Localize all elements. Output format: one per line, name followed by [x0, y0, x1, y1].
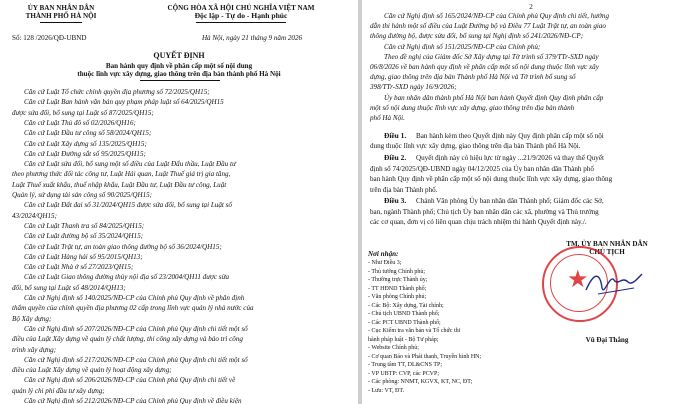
recipient-item: - Như Điều 3;	[368, 260, 402, 266]
recipient-item: - Các phòng: NNMT, KGVX, KT, NC, ĐT;	[368, 379, 473, 385]
nation-underline	[196, 22, 286, 23]
legal-basis-line: Căn cứ Luật Trật tự, an toàn giao thông đường bộ số 36/2024/QH15;	[24, 242, 222, 251]
recipient-item: - Trung tâm TT, DL&CNS TP;	[368, 362, 443, 368]
article-text: ban hành Quy định về phân cấp một số nội dung thuộc lĩnh vực xây dựng, giao thông	[370, 175, 613, 184]
document-page-2	[362, 0, 700, 404]
recipient-item: - TT HĐND Thành phố;	[368, 285, 427, 292]
article-text: định số 74/2025/QĐ-UBND ngày 04/12/2025 của Ủy ban nhân dân Thành phố	[370, 164, 594, 173]
signer-name: Vũ Đại Thắng	[585, 336, 629, 344]
org-name-line1: ỦY BAN NHÂN DÂN	[27, 4, 95, 12]
legal-basis-line: Bộ Xây dựng;	[12, 314, 52, 323]
legal-basis-line: Căn cứ Nghị định số 217/2026/NĐ-CP của Chính phủ Quy định chi tiết một số	[24, 355, 248, 364]
recipient-item: - Lưu: VT, ĐT.	[368, 387, 405, 394]
recipient-item: - VP UBTP: CVP, các PCVP;	[368, 370, 440, 377]
legal-basis-line: điều của Luật Xây dựng về quản lý chất lượng, thi công xây dựng và bảo trì công	[12, 335, 243, 344]
legal-basis-line: Căn cứ Luật Tổ chức chính quyền địa phương số 72/2025/QH15;	[24, 88, 210, 96]
doc-title-line1: Ban hành quy định về phân cấp một số nội dung	[105, 62, 253, 70]
recipients-title: Nơi nhận:	[368, 250, 399, 258]
article-text: trên địa bàn Thành phố.	[370, 185, 438, 194]
legal-basis-line: quản lý chi phí đầu tư xây dựng;	[12, 386, 105, 395]
article-text: các cơ quan, đơn vị có liên quan chịu trách nhiệm thi hành Quyết định này./.	[370, 218, 587, 227]
legal-basis-line: dựng, giao thông trên địa bàn Thành phố Hà Nội và Tờ trình bổ sung số	[370, 73, 576, 82]
legal-basis-line: một số nội dung thuộc lĩnh vực xây dựng, giao thông trên địa bàn thành	[370, 103, 575, 112]
article-label: Điều 1.	[384, 131, 407, 140]
legal-basis-line: Căn cứ Luật đường bộ số 35/2024/QH15;	[24, 232, 144, 241]
legal-basis-line: Căn cứ Nghị định số 151/2025/NĐ-CP của Chính phủ;	[384, 42, 541, 51]
legal-basis-line: 43/2024/QH15;	[12, 211, 57, 220]
recipient-item: - Cục Kiểm tra văn bản và Tổ chức thi	[368, 328, 461, 334]
article-text: Ban hành kèm theo Quyết định này Quy định phân cấp một số nội	[416, 132, 604, 140]
legal-basis-line: Căn cứ Luật Đường sắt số 95/2025/QH15;	[24, 149, 146, 158]
legal-basis-line: Căn cứ Luật Thanh tra số 84/2025/QH15;	[24, 221, 145, 230]
recipient-item: - Website Chính phủ;	[368, 345, 419, 351]
legal-basis-line: dẫn thi hành một số điều của Luật Đường bộ và Điều 77 Luật Trật tự, an toàn giao	[370, 22, 606, 31]
article-text: dung thuộc lĩnh vực xây dựng, giao thông trên địa bàn Thành phố Hà Nội.	[370, 142, 581, 151]
recipient-item: - Các PCT UBND Thành phố;	[368, 319, 441, 326]
legal-basis-line: Căn cứ Nghị định số 212/2026/NĐ-CP của Chính phủ Quy định về điều kiện	[24, 397, 242, 404]
title-underline	[140, 80, 220, 81]
legal-basis-line: Căn cứ Luật Giao thông đường thủy nội địa số 23/2004/QH11 được sửa	[24, 273, 229, 282]
legal-basis-line: điều của Luật Xây dựng về quản lý hoạt động xây dựng;	[12, 366, 172, 375]
recipient-item: - Cơ quan Báo và Phát thanh, Truyền hình HN;	[368, 353, 482, 360]
legal-basis-line: Căn cứ Luật Nhà ở số 27/2023/QH15;	[24, 263, 134, 272]
article-text: ban, ngành Thành phố; Chủ tịch Ủy ban nhân dân các xã, phường và Thủ trưởng	[370, 207, 599, 216]
handwritten-signature	[584, 268, 644, 298]
doc-number: Số: 128 /2026/QĐ-UBND	[12, 34, 87, 42]
legal-basis-line: Căn cứ Nghị định số 206/2026/NĐ-CP của Chính phủ Quy định chi tiết về	[24, 376, 236, 385]
seal-star-icon: ★	[567, 267, 589, 293]
legal-basis-line: thông đường bộ, được sửa đổi, bổ sung tại Nghị định số 241/2026/NĐ-CP;	[370, 32, 584, 41]
recipient-item: hành pháp luật - Bộ Tư pháp;	[368, 336, 439, 343]
recipient-item: - Chủ tịch UBND Thành phố;	[368, 311, 440, 317]
doc-type: QUYẾT ĐỊNH	[153, 51, 205, 60]
legal-basis-line: Căn cứ Luật Ban hành văn bản quy phạm pháp luật số 64/2025/QH15	[24, 98, 224, 107]
article-label: Điều 2.	[384, 153, 407, 163]
recipient-item: - Các Bộ: Xây dựng, Tài chính;	[368, 302, 444, 309]
page-number: 2	[529, 3, 533, 11]
legal-basis-line: Quản lý, sử dụng tài sản công số 90/2025/QH15;	[12, 191, 153, 199]
org-underline	[40, 22, 82, 23]
legal-basis-line: đổi, bổ sung tại Luật số 48/2014/QH13;	[12, 283, 126, 292]
legal-basis-line: Căn cứ Nghị định số 165/2024/NĐ-CP của Chính phủ Quy định chi tiết, hướng	[384, 12, 609, 20]
legal-basis-line: Luật Thuế xuất khẩu, thuế nhập khẩu, Luật Đầu tư, Luật Đầu tư công, Luật	[12, 180, 227, 189]
article-label: Điều 3.	[384, 196, 407, 206]
sign-role: CHỦ TỊCH	[589, 248, 625, 256]
legal-basis-line: Căn cứ Luật Đầu tư công số 58/2024/QH15;	[24, 129, 152, 138]
legal-basis-line: Căn cứ Luật Hàng hải số 95/2015/QH13;	[24, 252, 143, 261]
legal-basis-line: Căn cứ Nghị định số 140/2025/NĐ-CP của Chính phủ Quy định về phân định	[24, 294, 245, 302]
recipient-item: - Văn phòng Chính phủ;	[368, 294, 427, 300]
legal-basis-line: Ủy ban nhân dân thành phố Hà Nội ban hành Quyết định Quy định phân cấp	[384, 93, 604, 102]
legal-basis-line: Căn cứ Luật Xây dựng số 135/2025/QH15;	[24, 139, 147, 148]
legal-basis-line: phố Hà Nội.	[370, 114, 405, 122]
legal-basis-line: thẩm quyền của chính quyền địa phương 02 cấp trong lĩnh vực quản lý nhà nước của	[12, 304, 254, 313]
recipient-item: - Thủ tướng Chính phủ;	[368, 268, 425, 275]
article-text: Chánh Văn phòng Ủy ban nhân dân Thành phố; Giám đốc các Sở,	[416, 197, 604, 206]
org-name-line2: THÀNH PHỐ HÀ NỘI	[25, 12, 97, 20]
legal-basis-line: Căn cứ Luật Thủ đô số 02/2026/QH16;	[24, 118, 136, 127]
place-date: Hà Nội, ngày 21 tháng 9 năm 2026	[201, 34, 303, 42]
doc-title-line2: thuộc lĩnh vực xây dựng, giao thông trên địa bàn thành phố Hà Nội	[77, 70, 281, 78]
legal-basis-line: trình xây dựng;	[12, 345, 57, 354]
legal-basis-line: 398/TTr-SXD ngày 16/9/2026;	[370, 83, 457, 92]
sign-org: TM. ỦY BAN NHÂN DÂN	[566, 240, 648, 248]
legal-basis-line: Căn cứ Luật sửa đổi, bổ sung một số điều của Luật Đấu thầu, Luật Đầu tư	[24, 160, 236, 169]
nation-line2: Độc lập - Tự do - Hạnh phúc	[194, 11, 288, 20]
legal-basis-line: Căn cứ Nghị định số 207/2026/NĐ-CP của Chính phủ Quy định chi tiết một số	[24, 324, 248, 333]
recipient-item: - Thường trực Thành ủy;	[368, 277, 428, 283]
legal-basis-line: được sửa đổi, bổ sung tại Luật số 87/2025/QH15;	[12, 108, 154, 117]
legal-basis-line: Căn cứ Luật Đất đai số 31/2024/QH15 được sửa đổi, bổ sung tại Luật số	[24, 201, 232, 210]
article-text: Quyết định này có hiệu lực từ ngày ...21/9/2026 và thay thế Quyết	[416, 154, 604, 163]
legal-basis-line: theo phương thức đối tác công tư, Luật Hải quan, Luật Thuế giá trị gia tăng,	[12, 170, 231, 179]
legal-basis-line: Theo đề nghị của Giám đốc Sở Xây dựng tại Tờ trình số 379/TTr-SXD ngày	[384, 52, 599, 61]
nation-line1: CỘNG HÒA XÃ HỘI CHỦ NGHĨA VIỆT NAM	[167, 4, 315, 12]
legal-basis-line: 06/8/2026 về ban hành quy định về phân cấp một số nội dung thuộc lĩnh vực xây	[370, 63, 599, 71]
